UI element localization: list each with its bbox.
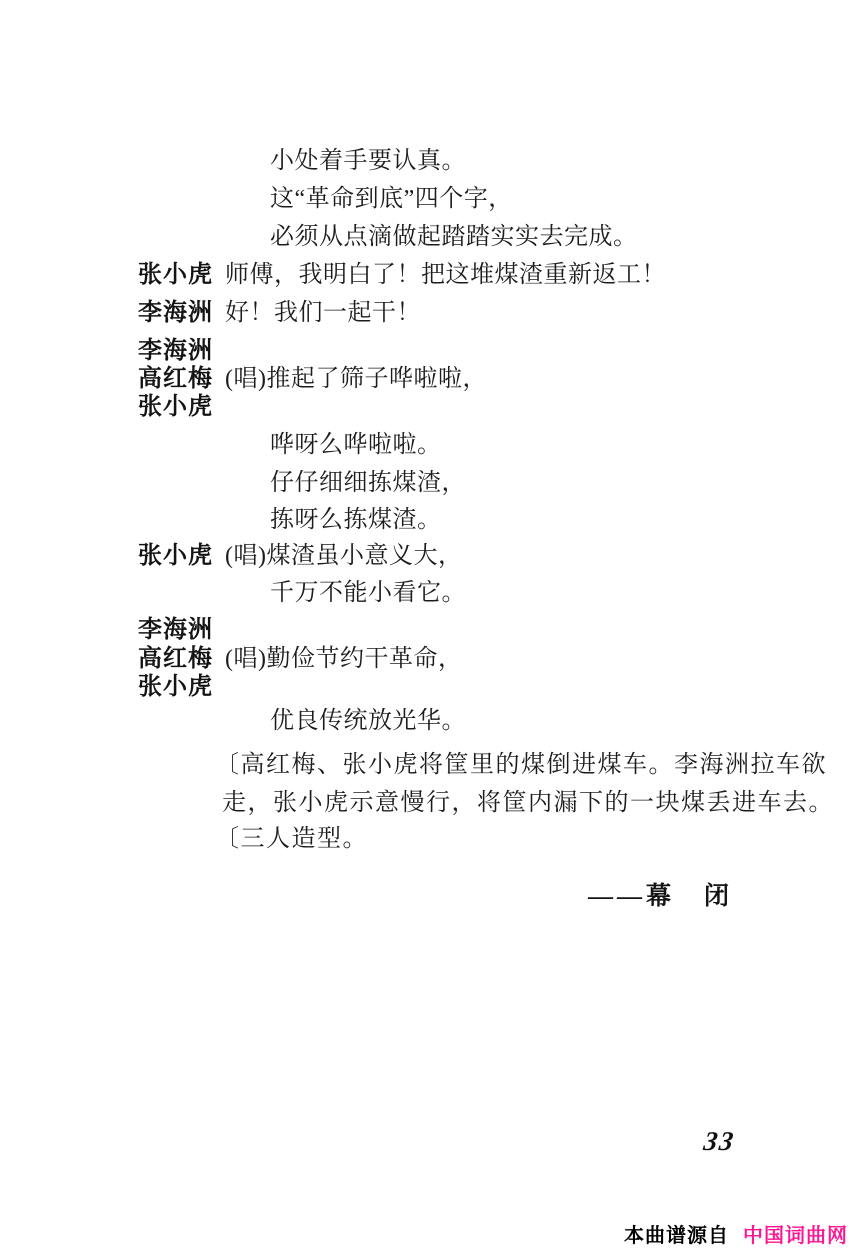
lyric-line: 千万不能小看它。 — [270, 580, 466, 606]
watermark-prefix: 本曲谱源自 — [624, 1225, 729, 1247]
dialogue-text: 好！我们一起干！ — [225, 300, 421, 326]
speaker-name: 李海洲 — [138, 300, 213, 326]
lyric-line: 拣呀么拣煤渣。 — [270, 507, 442, 533]
sung-line: (唱)推起了筛子哗啦啦， — [225, 366, 487, 392]
lyric-line: 仔仔细细拣煤渣， — [270, 470, 466, 496]
lyric-line: 哗呀么哗啦啦。 — [270, 432, 442, 458]
speaker-name: 张小虎 — [138, 543, 213, 569]
page-number: 33 — [701, 1126, 738, 1156]
watermark — [624, 1219, 848, 1248]
stage-direction: 〔三人造型。 — [215, 826, 368, 852]
speaker-name: 高红梅 — [138, 366, 213, 392]
speaker-name: 张小虎 — [138, 262, 213, 288]
stage-direction: 〔高红梅、张小虎将筐里的煤倒进煤车。李海洲拉车欲 — [215, 752, 827, 778]
lyric-line: 这“革命到底”四个字， — [270, 186, 513, 212]
lyric-line: 必须从点滴做起踏踏实实去完成。 — [270, 224, 638, 250]
lyric-line: 小处着手要认真。 — [270, 148, 466, 174]
sung-line: (唱)煤渣虽小意义大， — [225, 543, 463, 569]
dialogue-text: 师傅，我明白了！把这堆煤渣重新返工！ — [225, 262, 666, 288]
curtain-close-marker: ——幕 闭 — [588, 883, 734, 910]
speaker-name: 张小虎 — [138, 674, 213, 700]
watermark-site-name: 中国词曲网 — [743, 1225, 848, 1247]
speaker-name: 李海洲 — [138, 338, 213, 364]
speaker-name: 高红梅 — [138, 646, 213, 672]
sung-line: (唱)勤俭节约干革命， — [225, 646, 463, 672]
speaker-name: 李海洲 — [138, 617, 213, 643]
lyric-line: 优良传统放光华。 — [270, 708, 466, 734]
stage-direction: 走，张小虎示意慢行，将筐内漏下的一块煤丢进车去。 — [222, 790, 834, 816]
speaker-name: 张小虎 — [138, 394, 213, 420]
